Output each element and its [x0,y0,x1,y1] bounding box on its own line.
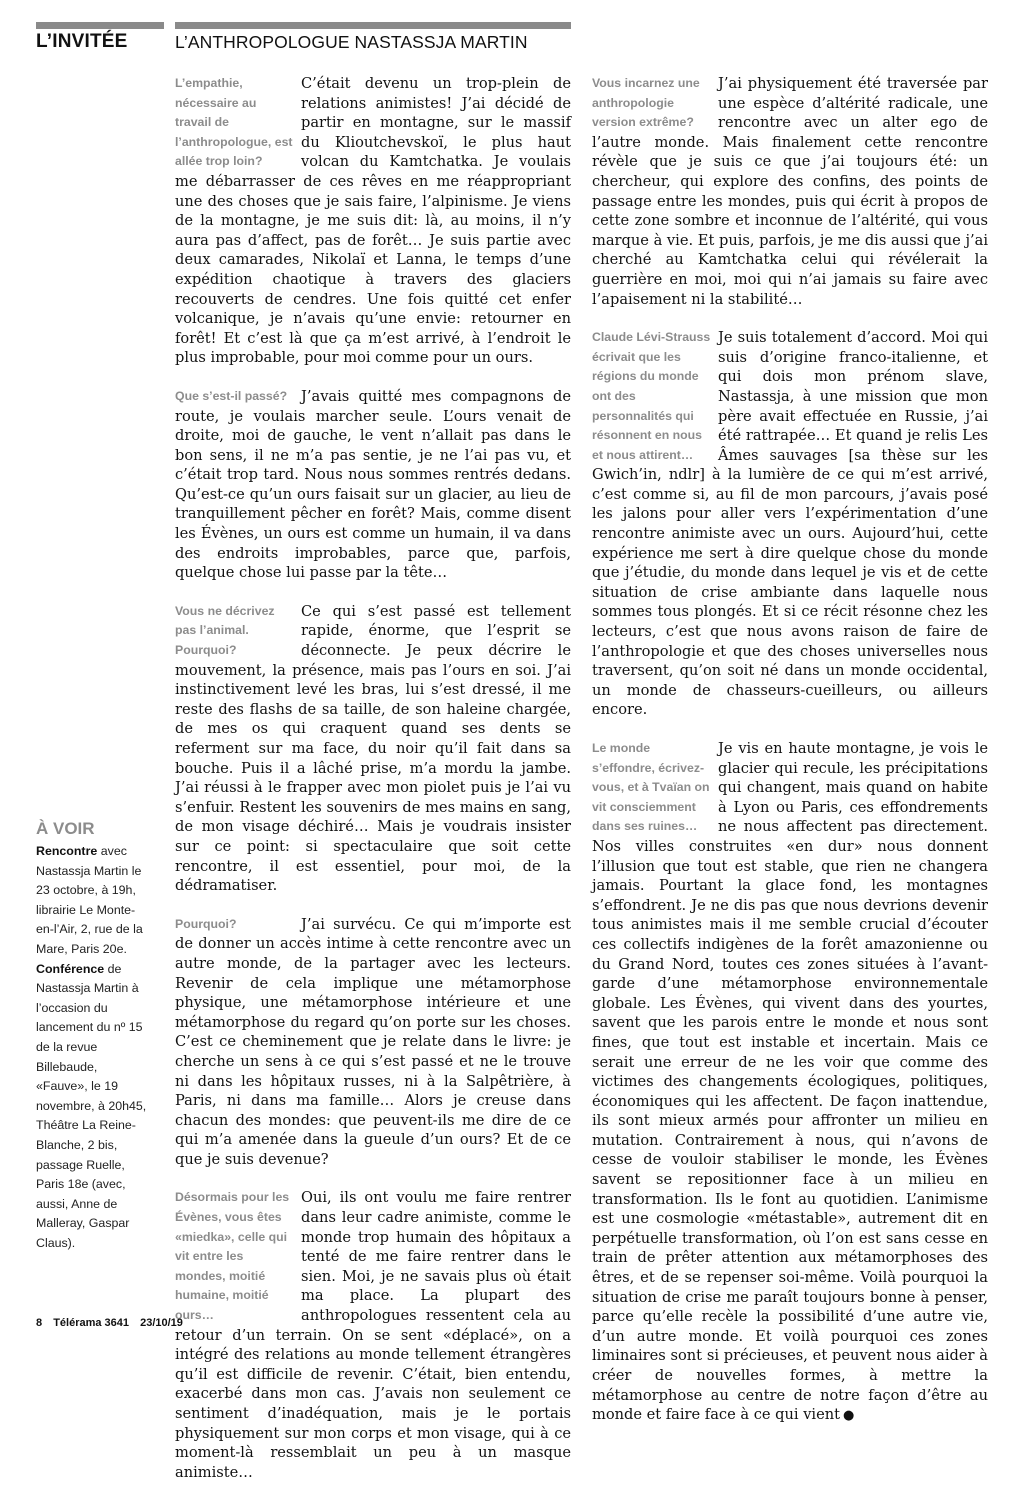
sidebar-a-voir [36,818,148,1253]
answer: J’ai physiquement été traversée par une espèce d’altérité radicale, une rencontre avec un alter ego de l’autre monde. Mais finalement cette rencontre révèle que je suis ce que j’ai toujours été: un chercheur, qui explore des confins, des points de passage entre les mondes, puis qui écrit à propos de cette zone sombre et inconnue de l’altérité, qui vous marque à vie. Et puis, parfois, je me dis aussi que j’ai cherché au Kamtchatka celui qui révélerait la guerrière en moi, moi qui n’ai jamais su faire avec l’apaisement ni la stabilité… [592,75,988,308]
question: Que s’est-il passé? [175,388,288,403]
qa-block [175,1188,571,1482]
question: Claude Lévi-Strauss écrivait que les régions du monde ont des personnalités qui résonnent en nous et nous attirent… [592,330,711,462]
answer: Oui, ils ont voulu me faire rentrer dans leur cadre animiste, comme le monde trop humain des hôpitaux a tenté de me faire rentrer dans le sien. Moi, je ne savais plus où était ma place. La plupart des anthropologues ressentent cela au retour d’un terrain. On se sent «déplacé», on a intégré des relations au monde tellement étrangères qu’il est difficile de revenir. C’était, bien entendu, exacerbé dans mon cas. J’avais non seulement ce sentiment d’inadéquation, mais je le portais physiquement sur mon corps et mon visage, qui à ce moment-là ressemblait un peu à un masque animiste… [175,1189,571,1481]
event-text: de Nastassja Martin à l’occasion du lancement du nº 15 de la revue Billebaude, «Fauve», le 19 novembre, à 20h45, Théâtre La Reine-Blanche, 2 bis, passage Ruelle, Paris 18e (avec, aussi, Anne de Malleray, Gaspar Claus). [36,961,147,1250]
event-title: Conférence [36,961,105,976]
event-conference [36,960,148,1254]
qa-block [592,328,988,720]
magazine-issue: Télérama 3641 [53,1317,130,1329]
answer: J’avais quitté mes compagnons de route, je voulais marcher seule. L’ours venait de droite, moi de gauche, le vent n’allait pas dans le bon sens, il ne m’a pas sentie, je ne l’ai pas vu, et c’était trop tard. Nous nous sommes rentrés dedans. Qu’est-ce qu’un ours faisait sur un glacier, au lieu de tranquillement pêcher en forêt? Mais, comme disent les Évènes, un ours est comme un humain, il va dans des endroits improbables, parce que, parfois, quelque chose lui passe par la tête… [175,387,571,582]
question: Vous ne décrivez pas l’animal. Pourquoi? [175,603,275,658]
qa-block [592,739,988,1426]
qa-block [175,74,571,368]
headline-rule [175,22,571,29]
question: Pourquoi? [175,916,237,931]
event-text: avec Nastassja Martin le 23 octobre, à 19h, librairie Le Monte-en-l’Air, 2, rue de la Mare, Paris 20e. [36,844,143,956]
issue-date: 23/10/19 [140,1317,183,1329]
sidebar-title: À VOIR [36,819,95,838]
end-mark-icon: ● [843,1408,855,1424]
answer: Ce qui s’est passé est tellement rapide, énorme, que l’esprit se déconnecte. Je peux décrire le mouvement, la présence, mais pas l’ours en soi. J’ai instinctivement levé les bras, lui s’est dressé, il me reste des flashs de sa taille, de son haleine chargée, de mes os qui craquent quand ses dents se referment sur ma face, du noir qu’il fait dans sa bouche. Puis il a lâché prise, m’a mordu la jambe. J’ai réussi à le frapper avec mon piolet puis je l’ai vu s’enfuir. Restent les souvenirs de mes mains en sang, de mon visage déchiré… Mais je voudrais insister sur ce point: si spectaculaire que soit cette rencontre, il est essentiel, pour moi, de la dédramatiser. [175,602,571,895]
event-title: Rencontre [36,844,98,858]
question: L’empathie, nécessaire au travail de l’anthropologue, est allée trop loin? [175,76,293,169]
qa-block [175,387,571,583]
question: Vous incarnez une anthropologie version extrême? [592,76,700,130]
answer: J’ai survécu. Ce qui m’importe est de donner un accès intime à cette rencontre avec un autre monde, de la partager avec les lecteurs. Revenir de cela implique une métamorphose physique, une métamorphose intérieure et une métamorphose du regard qu’on porte sur les choses. C’est ce cheminement que je relate dans le livre: je cherche un sens à ce qui s’est passé et ne le trouve ni dans les hôpitaux russes, ni à la Salpêtrière, à Paris, ni dans ma famille… Alors je creuse dans chacun des mondes: que peuvent-ils me dire de ce qui m’a amenée dans la gueule d’un ours? Et de ce que je suis devenue? [175,915,571,1168]
column-right [592,74,988,1445]
article-headline: L’ANTHROPOLOGUE NASTASSJA MARTIN [175,32,528,52]
answer: Je vis en haute montagne, je vois le glacier qui recule, les précipitations qui changent, mais quand on habite à Lyon ou Paris, ces effondrements ne nous affectent pas directement. Nos villes construites «en dur» nous donnent l’illusion que tout est stable, que rien ne changera jamais. Pourtant la glace fond, les montagnes s’effondrent. Je ne dis pas que nous devrions devenir tous animistes mais il me semble crucial d’écouter ces collectifs indigènes de la forêt amazonienne ou du Grand Nord, toutes ces zones situées à l’avant-garde d’une métamorphose environnementale globale. Les Évènes, qui vivent dans des yourtes, savent que les parois entre le monde et nous sont fines, que tout est instable et incertain. Mais ce serait une erreur de ne les voir que comme des victimes des changements écologiques, politiques, économiques qui les affectent. De façon inattendue, ils sont mieux armés pour affronter un milieu en mutation. Contrairement à nous, qui n’avons de cesse de vouloir stabiliser le monde, les Évènes savent se repositionner face à un milieu en transformation. Ils le font au quotidien. L’animisme est une cosmologie «métastable», autrement dit en perpétuelle transformation, où l’on est sans cesse en train de prêter attention aux métamorphoses des êtres, et de se repenser soi-même. Voilà pourquoi la situation de crise me paraît toujours bonne à penser, parce qu’elle recèle la possibilité d’une autre vie, d’un autre monde. Et voilà pourquoi ces zones liminaires sont si précieuses, et peuvent nous aider à créer de nouvelles formes, à mettre la métamorphose au centre de notre façon d’être au monde et faire face à ce qui vient [592,740,988,1424]
question: Désormais pour les Évènes, vous êtes «miedka», celle qui vit entre les mondes, moitié humaine, moitié ours… [175,1190,290,1323]
event-rencontre [36,842,148,960]
kicker-rule [36,22,164,29]
qa-block [175,915,571,1170]
qa-block [175,602,571,896]
question: Le monde s’effondre, écrivez-vous, et à Tvaïan on vit consciemment dans ses ruines… [592,741,710,834]
qa-block [592,74,988,309]
answer: C’était devenu un trop-plein de relations animistes! J’ai décidé de partir en montagne, sur le massif du Klioutchevskoï, le plus haut volcan du Kamtchatka. Je voulais me débarrasser de ces rêves en me réappropriant une des choses que je sais faire, l’alpinisme. Je viens de la montagne, je me suis dit: là, au moins, il n’y aura pas d’affect, pas de forêt… Je suis partie avec deux camarades, Nikolaï et Lanna, le temps d’une expédition chaotique à travers des glaciers recouverts de cendres. Une fois quitté cet enfer volcanique, je n’avais qu’une envie: retourner en forêt! Et c’est là que ça m’est arrivé, à l’endroit le plus improbable, pour moi comme pour un ours. [175,75,571,367]
answer: Je suis totalement d’accord. Moi qui suis d’origine franco-italienne, et qui dois mon prénom slave, Nastassja, à une mission que mon père avait effectuée en Russie, j’ai été rattrapée… Et quand je relis Les Âmes sauvages [sa thèse sur les Gwich’in, ndlr] à la lumière de ce qui m’est arrivé, c’est comme si, au fil de mon parcours, j’avais posé les jalons pour aller vers l’expérimentation d’une rencontre animiste avec un ours. Aujourd’hui, cette expérience me sert à dire quelque chose du monde que j’étudie, du monde dans lequel je vis et de cette situation de crise ambiante dans laquelle nous sommes tous plongés. Et si ce récit résonne chez les lecteurs, c’est que nous avons raison de faire de l’anthropologie et que des choses universelles nous traversent, qu’on soit né dans un monde occidental, un monde de chasseurs-cueilleurs, ou ailleurs encore. [592,329,988,719]
column-left [175,74,571,1501]
section-kicker: L’INVITÉE [36,31,128,52]
page-number: 8 [36,1317,43,1329]
page-footer [36,1317,191,1329]
